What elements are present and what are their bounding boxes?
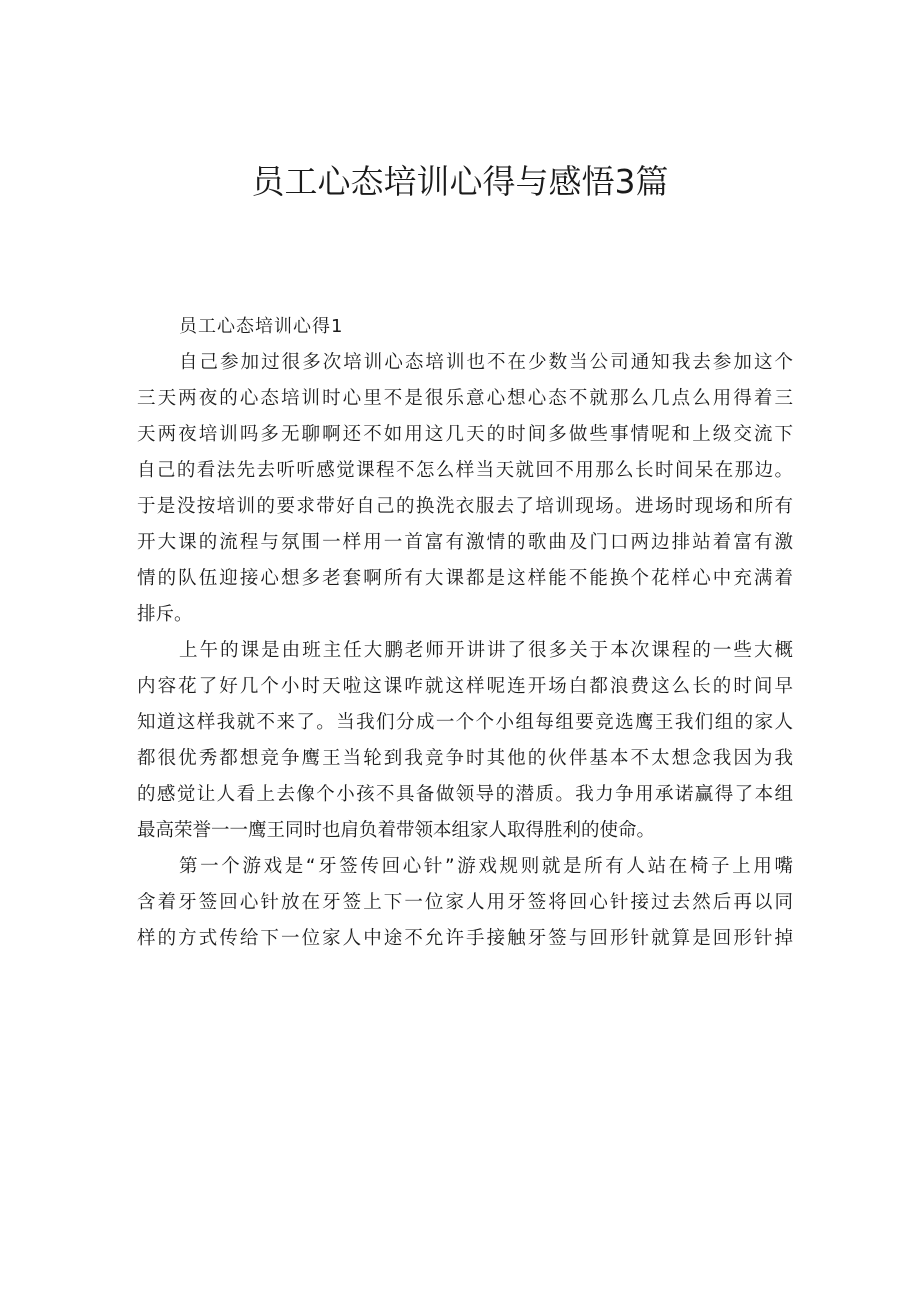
paragraph-line: 上午的课是由班主任大鹏老师开讲讲了很多关于本次课程的一些大概 [179, 640, 793, 661]
paragraph-line: 天两夜培训吗多无聊啊还不如用这几天的时间多做些事情呢和上级交流下 [137, 424, 793, 445]
paragraph-line: 第一个游戏是“牙签传回心针”游戏规则就是所有人站在椅子上用嘴 [179, 856, 793, 877]
paragraph-line: 内容花了好几个小时天啦这课咋就这样呢连开场白都浪费这么长的时间早 [137, 676, 793, 697]
paragraph-line: 都很优秀都想竞争鹰王当轮到我竞争时其他的伙伴基本不太想念我因为我 [137, 748, 793, 769]
paragraph-line: 情的队伍迎接心想多老套啊所有大课都是这样能不能换个花样心中充满着 [137, 568, 793, 589]
paragraph-line: 三天两夜的心态培训时心里不是很乐意心想心态不就那么几点么用得着三 [137, 388, 793, 409]
paragraph-line: 开大课的流程与氛围一样用一首富有激情的歌曲及门口两边排站着富有激 [137, 532, 793, 553]
paragraph-line: 于是没按培训的要求带好自己的换洗衣服去了培训现场。进场时现场和所有 [137, 496, 793, 517]
paragraph-line: 自己的看法先去听听感觉课程不怎么样当天就回不用那么长时间呆在那边。 [137, 460, 793, 481]
document-body [137, 309, 793, 957]
document-title: 员工心态培训心得与感悟3篇 [251, 162, 669, 201]
paragraph-line: 自己参加过很多次培训心态培训也不在少数当公司通知我去参加这个 [179, 352, 793, 373]
paragraph-line: 含着牙签回心针放在牙签上下一位家人用牙签将回心针接过去然后再以同 [137, 892, 793, 913]
paragraph-line: 最高荣誉一一鹰王同时也肩负着带领本组家人取得胜利的使命。 [137, 820, 656, 841]
paragraph-2 [137, 633, 793, 849]
paragraph-3 [137, 849, 793, 957]
paragraph-line: 样的方式传给下一位家人中途不允许手接触牙签与回形针就算是回形针掉 [137, 928, 793, 949]
paragraph-line: 的感觉让人看上去像个小孩不具备做领导的潜质。我力争用承诺赢得了本组 [137, 784, 793, 805]
paragraph-line: 排斥。 [137, 604, 193, 625]
section-heading: 员工心态培训心得1 [179, 316, 344, 337]
paragraph-1 [137, 345, 793, 633]
paragraph-line: 知道这样我就不来了。当我们分成一个个小组每组要竞选鹰王我们组的家人 [137, 712, 793, 733]
